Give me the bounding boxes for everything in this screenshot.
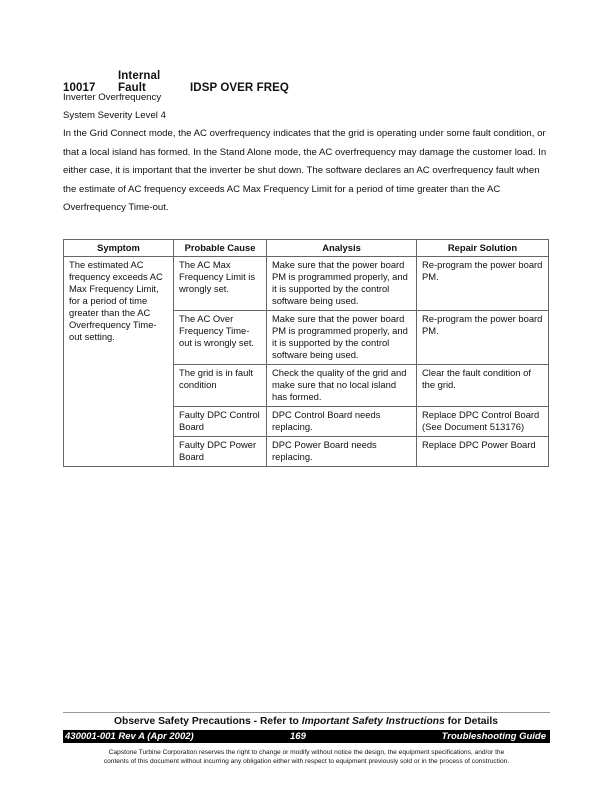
solution-cell: Clear the fault condition of the grid. [417,365,549,407]
analysis-cell: Check the quality of the grid and make sure that no local island has formed. [267,365,417,407]
solution-cell: Replace DPC Control Board (See Document 513176) [417,407,549,437]
fault-description: Inverter Overfrequency [63,92,162,103]
solution-cell: Re-program the power board PM. [417,257,549,311]
analysis-cell: Make sure that the power board PM is programmed properly, and it is supported by the control software being used. [267,311,417,365]
header-repair-solution: Repair Solution [417,240,549,257]
fault-code: 10017 [63,82,96,94]
severity-level: System Severity Level 4 [63,110,166,121]
table-row [64,257,549,311]
guide-title: Troubleshooting Guide [441,731,546,742]
disclaimer-line: Capstone Turbine Corporation reserves the right to change or modify without notice the design, the equipment specifications, and/or the [108,749,505,756]
cause-cell: The AC Over Frequency Time-out is wrongly set. [174,311,267,365]
footer-bar [63,730,550,743]
fault-intro [63,89,553,125]
cause-cell: The AC Max Frequency Limit is wrongly set. [174,257,267,311]
safety-suffix: for Details [444,716,498,727]
solution-cell: Replace DPC Power Board [417,437,549,467]
disclaimer [63,748,550,766]
fault-type: Internal Fault [118,70,161,94]
analysis-cell: Make sure that the power board PM is programmed properly, and it is supported by the control software being used. [267,257,417,311]
footer-divider [63,712,550,713]
cause-cell: The grid is in fault condition [174,365,267,407]
disclaimer-line: contents of this document without incurring any obligation either with respect to equipment previously sold or in the process of construction. [103,758,510,765]
cause-cell: Faulty DPC Control Board [174,407,267,437]
table-header-row [64,240,549,257]
header-analysis: Analysis [267,240,417,257]
symptom-cell: The estimated AC frequency exceeds AC Max Frequency Limit, for a period of time greater than the AC Overfrequency Time-out setting. [64,257,174,467]
page-number: 169 [290,731,306,742]
fault-explanation: In the Grid Connect mode, the AC overfrequency indicates that the grid is operating under some fault condition, or that a local island has formed. In the Stand Alone mode, the AC overfrequency may damage the customer load. In either case, it is important that the inverter be shut down. The software declares an AC overfrequency fault when the estimate of AC frequency exceeds AC Max Frequency Limit for a period of time greater than the AC Overfrequency Time-out. [63,128,547,214]
header-symptom: Symptom [64,240,174,257]
cause-cell: Faulty DPC Power Board [174,437,267,467]
fault-name: IDSP OVER FREQ [190,82,289,94]
document-number: 430001-001 Rev A (Apr 2002) [65,731,194,742]
safety-prefix: Observe Safety Precautions - Refer to [114,716,302,727]
analysis-cell: DPC Control Board needs replacing. [267,407,417,437]
header-probable-cause: Probable Cause [174,240,267,257]
safety-notice [0,716,612,727]
analysis-cell: DPC Power Board needs replacing. [267,437,417,467]
safety-instructions-reference: Important Safety Instructions [301,716,445,727]
troubleshooting-table [63,239,549,467]
solution-cell: Re-program the power board PM. [417,311,549,365]
